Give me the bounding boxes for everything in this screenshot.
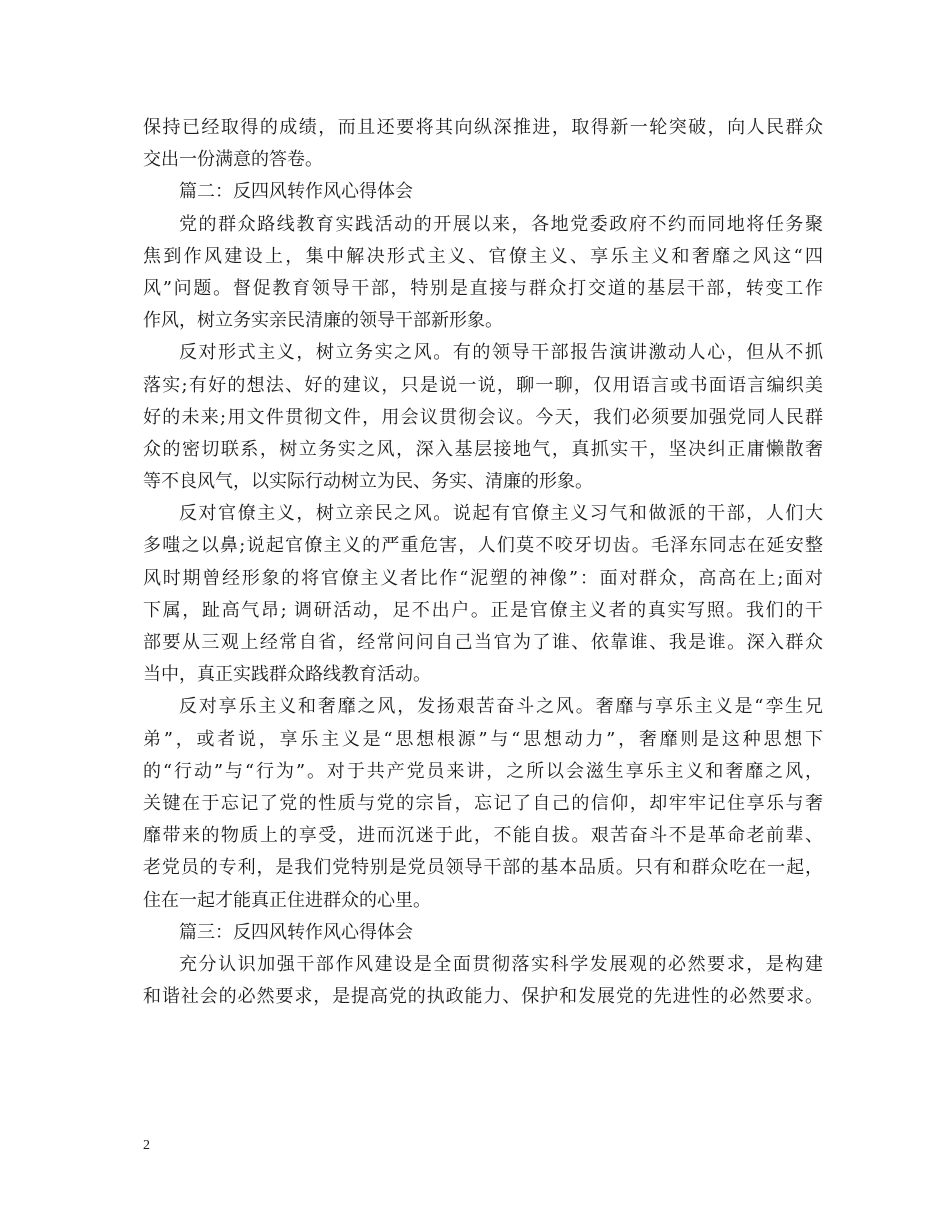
text-line: 反对享乐主义和奢靡之风，发扬艰苦奋斗之风。奢靡与享乐主义是“孪生兄 (179, 696, 823, 718)
text-line: 老党员的专利，是我们党特别是党员领导干部的基本品质。只有和群众吃在一起， (143, 857, 823, 879)
document-body (143, 112, 823, 1013)
text-line: 篇二：反四风转作风心得体会 (179, 181, 413, 203)
text-line: 下属，趾高气昂; 调研活动，足不出户。正是官僚主义者的真实写照。我们的干 (143, 599, 823, 621)
text-line: 住在一起才能真正住进群众的心里。 (143, 889, 431, 911)
text-line: 关键在于忘记了党的性质与党的宗旨，忘记了自己的信仰，却牢牢记住享乐与奢 (143, 792, 823, 814)
text-line: 篇三：反四风转作风心得体会 (179, 921, 413, 943)
text-line: 多嗤之以鼻;说起官僚主义的严重危害，人们莫不咬牙切齿。毛泽东同志在延安整 (143, 535, 823, 557)
text-line: 落实;有好的想法、好的建议，只是说一说，聊一聊，仅用语言或书面语言编织美 (143, 374, 823, 396)
text-line: 靡带来的物质上的享受，进而沉迷于此，不能自拔。艰苦奋斗不是革命老前辈、 (143, 825, 823, 847)
text-line: 好的未来;用文件贯彻文件，用会议贯彻会议。今天，我们必须要加强党同人民群 (143, 406, 823, 428)
text-line: 等不良风气，以实际行动树立为民、务实、清廉的形象。 (143, 471, 593, 493)
text-line: 反对形式主义，树立务实之风。有的领导干部报告演讲激动人心，但从不抓 (179, 342, 823, 364)
text-line: 弟”，或者说，享乐主义是“思想根源”与“思想动力”，奢靡则是这种思想下 (143, 728, 823, 750)
text-line: 交出一份满意的答卷。 (143, 149, 323, 171)
text-line: 保持已经取得的成绩，而且还要将其向纵深推进，取得新一轮突破，向人民群众 (143, 117, 823, 138)
text-line: 作风，树立务实亲民清廉的领导干部新形象。 (143, 310, 503, 332)
text-line: 的“行动”与“行为”。对于共产党员来讲，之所以会滋生享乐主义和奢靡之风， (143, 760, 823, 782)
text-line: 和谐社会的必然要求，是提高党的执政能力、保护和发展党的先进性的必然要求。 (143, 986, 823, 1008)
text-line: 众的密切联系，树立务实之风，深入基层接地气，真抓实干，坚决纠正庸懒散奢 (143, 438, 823, 460)
text-line: 充分认识加强干部作风建设是全面贯彻落实科学发展观的必然要求，是构建 (179, 953, 823, 975)
page-number: 2 (143, 1138, 150, 1153)
text-line: 部要从三观上经常自省，经常问问自己当官为了谁、依靠谁、我是谁。深入群众 (143, 632, 823, 653)
text-line: 反对官僚主义，树立亲民之风。说起有官僚主义习气和做派的干部，人们大 (179, 503, 823, 525)
text-line: 焦到作风建设上，集中解决形式主义、官僚主义、享乐主义和奢靡之风这“四 (143, 245, 823, 267)
text-line: 风”问题。督促教育领导干部，特别是直接与群众打交道的基层干部，转变工作 (143, 277, 823, 299)
text-line: 党的群众路线教育实践活动的开展以来，各地党委政府不约而同地将任务聚 (179, 213, 823, 235)
text-line: 当中，真正实践群众路线教育活动。 (143, 664, 431, 686)
text-line: 风时期曾经形象的将官僚主义者比作“泥塑的神像”：面对群众，高高在上;面对 (143, 567, 823, 589)
